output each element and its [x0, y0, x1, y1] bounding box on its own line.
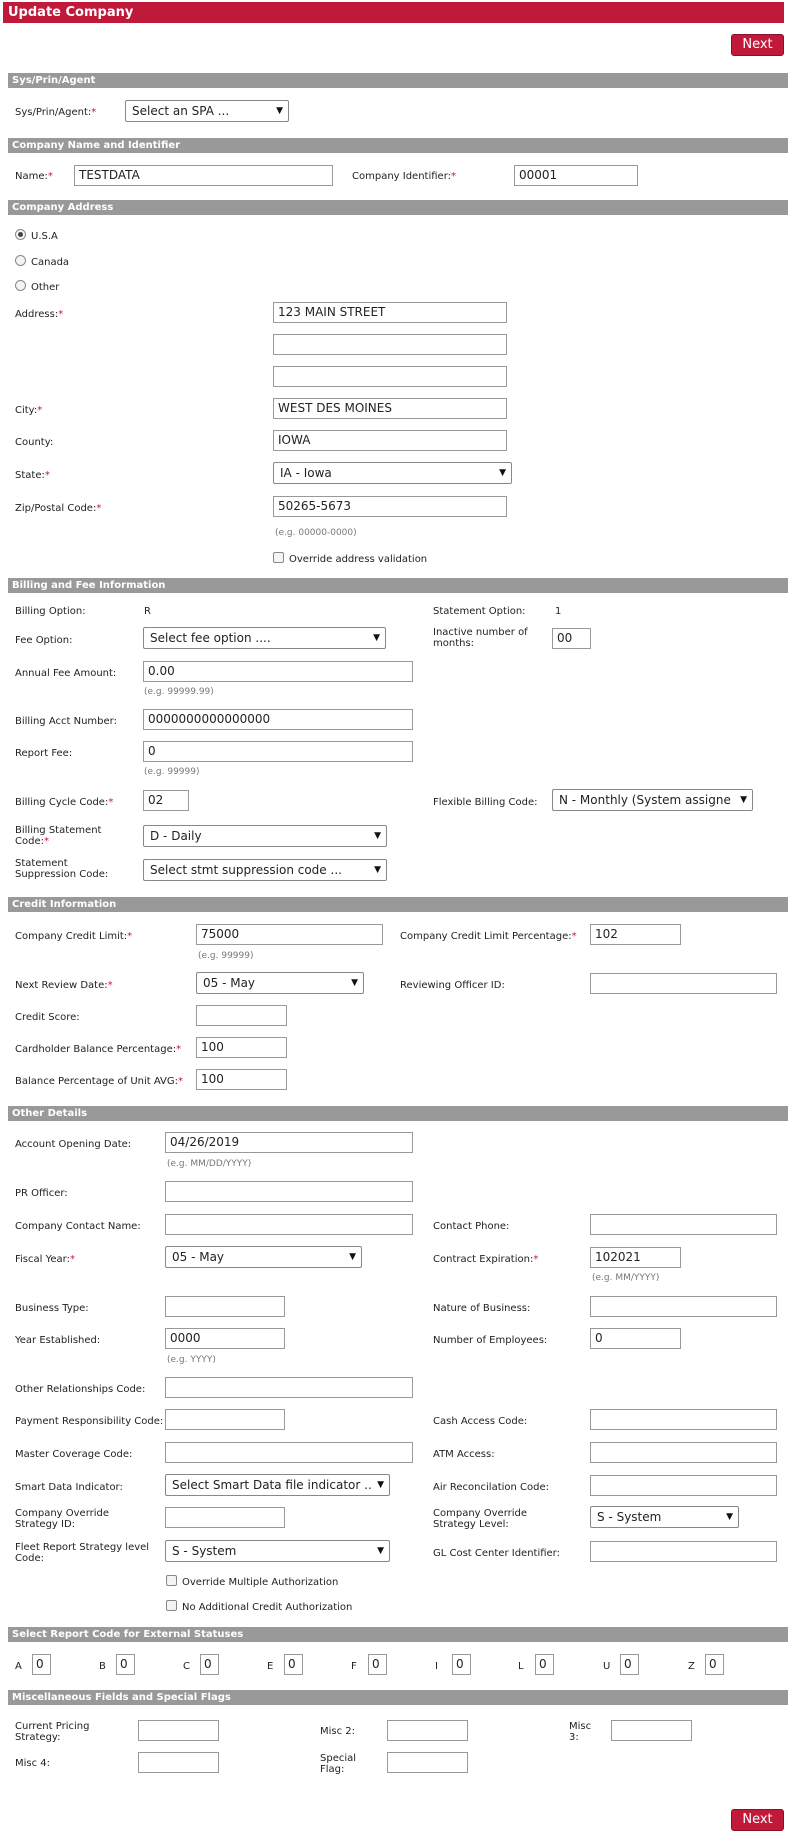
- business-type-label: Business Type:: [15, 1303, 89, 1314]
- gl-cost-center-label: GL Cost Center Identifier:: [433, 1548, 560, 1559]
- master-coverage-label: Master Coverage Code:: [15, 1449, 133, 1460]
- misc4-label: Misc 4:: [15, 1758, 51, 1769]
- section-header-billing: Billing and Fee Information: [8, 578, 788, 593]
- master-coverage-input[interactable]: [165, 1442, 413, 1463]
- credit-score-input[interactable]: [196, 1005, 287, 1026]
- city-label: City:*: [15, 405, 43, 416]
- report-code-input[interactable]: 0: [284, 1654, 303, 1675]
- pr-officer-label: PR Officer:: [15, 1188, 68, 1199]
- radio-other[interactable]: [15, 280, 26, 291]
- flexible-billing-select[interactable]: N - Monthly (System assigne ▼: [552, 789, 753, 811]
- nature-business-label: Nature of Business:: [433, 1303, 531, 1314]
- misc2-input[interactable]: [387, 1720, 468, 1741]
- report-code-input[interactable]: 0: [452, 1654, 471, 1675]
- chevron-down-icon: ▼: [374, 865, 381, 875]
- reviewing-officer-input[interactable]: [590, 973, 777, 994]
- smart-data-label: Smart Data Indicator:: [15, 1482, 123, 1493]
- chevron-down-icon: ▼: [276, 106, 283, 116]
- annual-fee-input[interactable]: 0.00: [143, 661, 413, 682]
- inactive-months-label: Inactive number of months:: [433, 627, 528, 649]
- year-established-input[interactable]: 0000: [165, 1328, 285, 1349]
- override-address-label: Override address validation: [289, 554, 428, 565]
- payment-responsibility-label: Payment Responsibility Code:: [15, 1416, 164, 1427]
- report-code-input[interactable]: 0: [368, 1654, 387, 1675]
- fiscal-year-label: Fiscal Year:*: [15, 1254, 75, 1265]
- billing-cycle-input[interactable]: 02: [143, 790, 189, 811]
- city-input[interactable]: WEST DES MOINES: [273, 398, 507, 419]
- cardholder-pct-label: Cardholder Balance Percentage:*: [15, 1044, 182, 1055]
- override-strategy-level-select[interactable]: S - System ▼: [590, 1506, 739, 1528]
- report-code-label: E: [267, 1661, 274, 1672]
- zip-hint: (e.g. 00000-0000): [275, 528, 357, 538]
- year-established-label: Year Established:: [15, 1335, 101, 1346]
- report-code-label: C: [183, 1661, 190, 1672]
- nature-business-input[interactable]: [590, 1296, 777, 1317]
- report-code-input[interactable]: 0: [32, 1654, 51, 1675]
- state-select[interactable]: IA - Iowa ▼: [273, 462, 512, 484]
- cash-access-input[interactable]: [590, 1409, 777, 1430]
- next-button-bottom[interactable]: Next: [731, 1809, 784, 1831]
- chevron-down-icon: ▼: [349, 1252, 356, 1262]
- other-relationships-input[interactable]: [165, 1377, 413, 1398]
- override-strategy-id-label: Company Override Strategy ID:: [15, 1508, 110, 1530]
- no-additional-credit-checkbox[interactable]: [166, 1600, 177, 1611]
- number-employees-label: Number of Employees:: [433, 1335, 548, 1346]
- credit-limit-pct-input[interactable]: 102: [590, 924, 681, 945]
- report-code-input[interactable]: 0: [116, 1654, 135, 1675]
- name-input[interactable]: TESTDATA: [74, 165, 333, 186]
- cash-access-label: Cash Access Code:: [433, 1416, 528, 1427]
- section-header-credit: Credit Information: [8, 897, 788, 912]
- fee-option-select[interactable]: Select fee option .... ▼: [143, 627, 386, 649]
- billing-option-value: R: [144, 606, 151, 617]
- credit-limit-pct-label: Company Credit Limit Percentage:*: [400, 931, 577, 942]
- report-code-input[interactable]: 0: [200, 1654, 219, 1675]
- section-header-company: Company Name and Identifier: [8, 138, 788, 153]
- billing-statement-code-label: Billing Statement Code:*: [15, 825, 102, 847]
- chevron-down-icon: ▼: [726, 1512, 733, 1522]
- next-review-label: Next Review Date:*: [15, 980, 113, 991]
- address-line2-input[interactable]: [273, 334, 507, 355]
- flexible-billing-label: Flexible Billing Code:: [433, 797, 538, 808]
- radio-usa-label: U.S.A: [31, 231, 58, 242]
- current-pricing-input[interactable]: [138, 1720, 219, 1741]
- gl-cost-center-input[interactable]: [590, 1541, 777, 1562]
- statement-option-label: Statement Option:: [433, 606, 526, 617]
- spa-select[interactable]: Select an SPA ... ▼: [125, 100, 289, 122]
- report-fee-label: Report Fee:: [15, 748, 73, 759]
- credit-score-label: Credit Score:: [15, 1012, 80, 1023]
- cardholder-pct-input[interactable]: 100: [196, 1037, 287, 1058]
- statement-option-value: 1: [555, 606, 562, 617]
- override-strategy-level-label: Company Override Strategy Level:: [433, 1508, 528, 1530]
- atm-access-input[interactable]: [590, 1442, 777, 1463]
- open-date-input[interactable]: 04/26/2019: [165, 1132, 413, 1153]
- section-header-misc: Miscellaneous Fields and Special Flags: [8, 1690, 788, 1705]
- current-pricing-label: Current Pricing Strategy:: [15, 1721, 90, 1743]
- radio-canada-label: Canada: [31, 257, 70, 268]
- billing-statement-code-select[interactable]: D - Daily ▼: [143, 825, 387, 847]
- chevron-down-icon: ▼: [373, 633, 380, 643]
- county-input[interactable]: IOWA: [273, 430, 507, 451]
- address-line3-input[interactable]: [273, 366, 507, 387]
- contract-expiration-input[interactable]: 102021: [590, 1247, 681, 1268]
- smart-data-select[interactable]: Select Smart Data file indicator .. ▼: [165, 1474, 390, 1496]
- report-code-input[interactable]: 0: [705, 1654, 724, 1675]
- report-code-label: F: [351, 1661, 357, 1672]
- fleet-report-select[interactable]: S - System ▼: [165, 1540, 390, 1562]
- report-code-label: B: [99, 1661, 106, 1672]
- address-label: Address:*: [15, 309, 64, 320]
- billing-option-label: Billing Option:: [15, 606, 86, 617]
- report-code-label: U: [603, 1661, 611, 1672]
- chevron-down-icon: ▼: [740, 795, 747, 805]
- next-review-select[interactable]: 05 - May ▼: [196, 972, 364, 994]
- radio-usa[interactable]: [15, 229, 26, 240]
- radio-canada[interactable]: [15, 255, 26, 266]
- misc3-label: Misc 3:: [569, 1721, 592, 1743]
- report-code-label: Z: [688, 1661, 695, 1672]
- credit-limit-label: Company Credit Limit:*: [15, 931, 133, 942]
- annual-fee-label: Annual Fee Amount:: [15, 668, 117, 679]
- chevron-down-icon: ▼: [499, 468, 506, 478]
- name-label: Name:*: [15, 171, 53, 182]
- page-title: Update Company: [3, 2, 784, 23]
- open-date-label: Account Opening Date:: [15, 1139, 132, 1150]
- business-type-input[interactable]: [165, 1296, 285, 1317]
- report-code-label: I: [435, 1661, 438, 1672]
- annual-fee-hint: (e.g. 99999.99): [144, 687, 214, 697]
- unit-avg-pct-label: Balance Percentage of Unit AVG:*: [15, 1076, 184, 1087]
- zip-input[interactable]: 50265-5673: [273, 496, 507, 517]
- state-label: State:*: [15, 470, 50, 481]
- company-id-input[interactable]: 00001: [514, 165, 638, 186]
- override-strategy-id-input[interactable]: [165, 1507, 285, 1528]
- spa-label: Sys/Prin/Agent:*: [15, 107, 97, 118]
- no-additional-credit-label: No Additional Credit Authorization: [182, 1602, 353, 1613]
- contact-phone-label: Contact Phone:: [433, 1221, 510, 1232]
- override-multiple-auth-checkbox[interactable]: [166, 1575, 177, 1586]
- unit-avg-pct-input[interactable]: 100: [196, 1069, 287, 1090]
- override-multiple-auth-label: Override Multiple Authorization: [182, 1577, 339, 1588]
- credit-limit-hint: (e.g. 99999): [198, 951, 254, 961]
- contract-expiration-hint: (e.g. MM/YYYY): [592, 1273, 660, 1283]
- billing-acct-input[interactable]: 0000000000000000: [143, 709, 413, 730]
- zip-label: Zip/Postal Code:*: [15, 503, 102, 514]
- air-reconciliation-input[interactable]: [590, 1475, 777, 1496]
- contact-name-label: Company Contact Name:: [15, 1221, 141, 1232]
- credit-limit-input[interactable]: 75000: [196, 924, 383, 945]
- report-code-label: L: [518, 1661, 524, 1672]
- contact-phone-input[interactable]: [590, 1214, 777, 1235]
- section-header-address: Company Address: [8, 200, 788, 215]
- special-flag-label: Special Flag:: [320, 1753, 357, 1775]
- report-fee-input[interactable]: 0: [143, 741, 413, 762]
- report-code-input[interactable]: 0: [535, 1654, 554, 1675]
- chevron-down-icon: ▼: [351, 978, 358, 988]
- contract-expiration-label: Contract Expiration:*: [433, 1254, 539, 1265]
- fleet-report-label: Fleet Report Strategy level Code:: [15, 1542, 150, 1564]
- pr-officer-input[interactable]: [165, 1181, 413, 1202]
- fee-option-label: Fee Option:: [15, 635, 73, 646]
- fiscal-year-select[interactable]: 05 - May ▼: [165, 1246, 362, 1268]
- reviewing-officer-label: Reviewing Officer ID:: [400, 980, 505, 991]
- report-code-input[interactable]: 0: [620, 1654, 639, 1675]
- atm-access-label: ATM Access:: [433, 1449, 495, 1460]
- override-address-checkbox[interactable]: [273, 552, 284, 563]
- section-header-report-codes: Select Report Code for External Statuses: [8, 1627, 788, 1642]
- misc3-input[interactable]: [611, 1720, 692, 1741]
- next-button-top[interactable]: Next: [731, 34, 784, 56]
- contact-name-input[interactable]: [165, 1214, 413, 1235]
- other-relationships-label: Other Relationships Code:: [15, 1384, 146, 1395]
- open-date-hint: (e.g. MM/DD/YYYY): [167, 1159, 252, 1169]
- statement-suppression-label: Statement Suppression Code:: [15, 858, 109, 880]
- chevron-down-icon: ▼: [377, 1546, 384, 1556]
- report-fee-hint: (e.g. 99999): [144, 767, 200, 777]
- section-header-spa: Sys/Prin/Agent: [8, 73, 788, 88]
- chevron-down-icon: ▼: [377, 1480, 384, 1490]
- county-label: County:: [15, 437, 54, 448]
- chevron-down-icon: ▼: [374, 831, 381, 841]
- statement-suppression-select[interactable]: Select stmt suppression code ... ▼: [143, 859, 387, 881]
- misc4-input[interactable]: [138, 1752, 219, 1773]
- misc2-label: Misc 2:: [320, 1726, 356, 1737]
- inactive-months-input[interactable]: 00: [552, 628, 591, 649]
- report-code-label: A: [15, 1661, 22, 1672]
- company-id-label: Company Identifier:*: [352, 171, 456, 182]
- address-line1-input[interactable]: 123 MAIN STREET: [273, 302, 507, 323]
- section-header-other: Other Details: [8, 1106, 788, 1121]
- radio-other-label: Other: [31, 282, 60, 293]
- air-reconciliation-label: Air Reconcilation Code:: [433, 1482, 550, 1493]
- billing-acct-label: Billing Acct Number:: [15, 716, 117, 727]
- payment-responsibility-input[interactable]: [165, 1409, 285, 1430]
- special-flag-input[interactable]: [387, 1752, 468, 1773]
- number-employees-input[interactable]: 0: [590, 1328, 681, 1349]
- year-established-hint: (e.g. YYYY): [167, 1355, 216, 1365]
- billing-cycle-label: Billing Cycle Code:*: [15, 797, 114, 808]
